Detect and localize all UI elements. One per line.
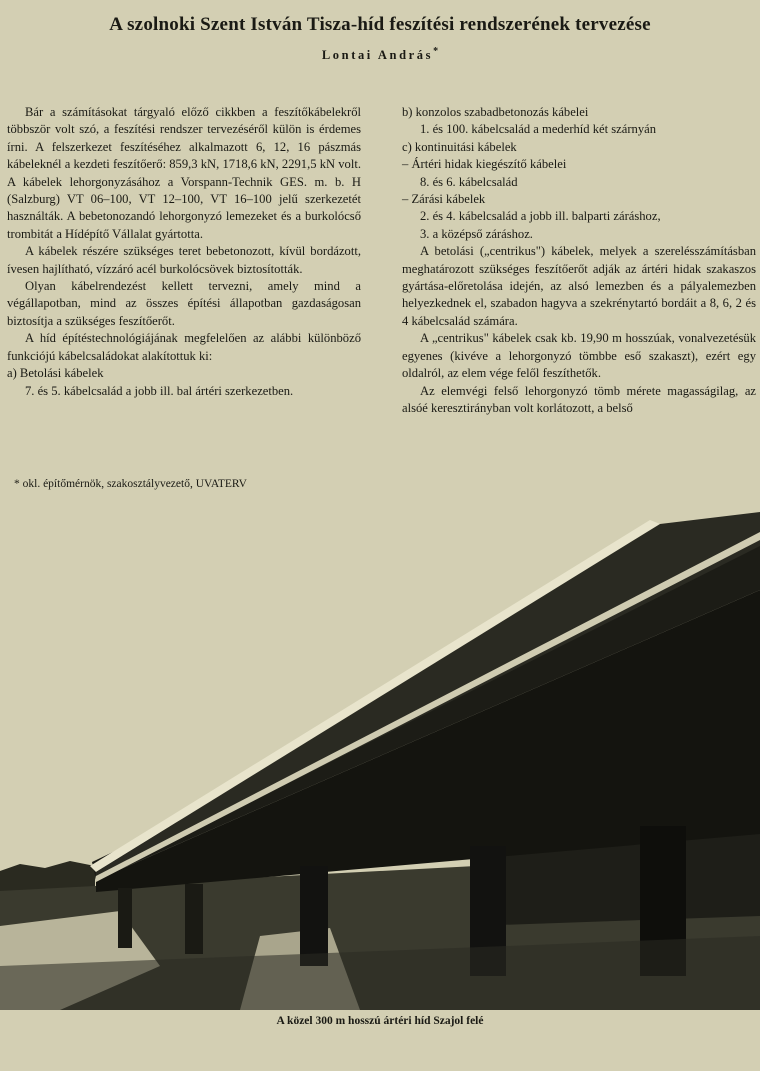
dash-item-1: – Ártéri hidak kiegészítő kábelei (402, 157, 567, 172)
paragraph: Bár a számításokat tárgyaló előző cikkben a feszítőkábelekről többször volt szó, a feszítési rendszer tervezéséről külön is érdemes írni. A felszerkezet feszítéséhez alkalmazott 6, 12, 16 pászmás kábeleknél a kezdeti feszítőerő: 859,3 kN, 1718,6 kN, 2291,5 kN volt. A kábelek lehorgonyzásához a Vorspann-Technik GES. m. b. H (Salzburg) VT 06–100, VT 12–100, VT 16–100 jelű szerkezetét használták. A bebetonozandó lehorgonyzó lemezeket és a burkolócső trombitát a Hídépítő Vállalat gyártotta. (7, 105, 361, 241)
article-author (0, 46, 760, 63)
bridge-pier (185, 884, 203, 954)
paragraph: A kábelek részére szükséges teret bebetonozott, kívül bordázott, ívesen hajlítható, vízzáró acél burkolócsövek biztosították. (7, 244, 361, 276)
paragraph: A betolási („centrikus") kábelek, melyek a szerelésszámításban meghatározott szükséges feszítőerőt adják az ártéri hidak szakaszos gyártása-előretolása idején, az alsó lemezben és a pályalemezben helyezkednek el, szabadon hagyva a szekrénytartó bordáit a 8, 6, 2 és 4 kábelcsalád számára. (402, 244, 756, 328)
dash-item-2-detail-1: 2. és 4. kábelcsalád a jobb ill. balparti záráshoz, (420, 209, 661, 224)
bridge-photo (0, 496, 760, 1010)
photo-caption: A közel 300 m hosszú ártéri híd Szajol felé (276, 1015, 484, 1027)
author-footnote-mark: * (433, 46, 439, 57)
list-item-b: b) konzolos szabadbetonozás kábelei (402, 105, 589, 119)
list-item-a: a) Betolási kábelek (7, 366, 104, 381)
list-item-a-detail: 7. és 5. kábelcsalád a jobb ill. bal ártéri szerkezetben. (25, 383, 294, 398)
paragraph: Az elemvégi felső lehorgonyzó tömb mérete magasságilag, az alsóé keresztirányban volt korlátozott, a belső (402, 383, 756, 415)
list-item-b-detail: 1. és 100. kábelcsalád a mederhíd két szárnyán (420, 122, 657, 137)
author-name: Lontai András (321, 48, 434, 63)
paragraph: Olyan kábelrendezést kellett tervezni, amely mind a végállapotban, mind az összes építési állapotban gazdaságosan biztosítja a szükséges feszítőerőt. (7, 279, 361, 328)
bridge-pier (118, 888, 132, 948)
right-column (402, 104, 756, 417)
dash-item-2: – Zárási kábelek (402, 192, 486, 207)
article-title: A szolnoki Szent István Tisza-híd feszítési rendszerének tervezése (109, 14, 651, 35)
footnote: * okl. építőmérnök, szakosztályvezető, UVATERV (14, 478, 247, 490)
paragraph: A „centrikus" kábelek csak kb. 19,90 m hosszúak, vonalvezetésük egyenes (kivéve a lehorgonyzó tömbbe eső szakaszt), ezért egy oldalról, az elem vége felől feszíthetők. (402, 331, 756, 381)
paragraph: A híd építéstechnológiájának megfelelően az alábbi különböző funkciójú kábelcsaládokat alakítottuk ki: (7, 331, 361, 363)
dash-item-1-detail: 8. és 6. kábelcsalád (420, 174, 518, 189)
list-item-c: c) kontinuitási kábelek (402, 139, 517, 154)
bridge-pier (300, 866, 328, 966)
left-column (7, 104, 361, 400)
dash-item-2-detail-2: 3. a középső záráshoz. (420, 226, 533, 241)
